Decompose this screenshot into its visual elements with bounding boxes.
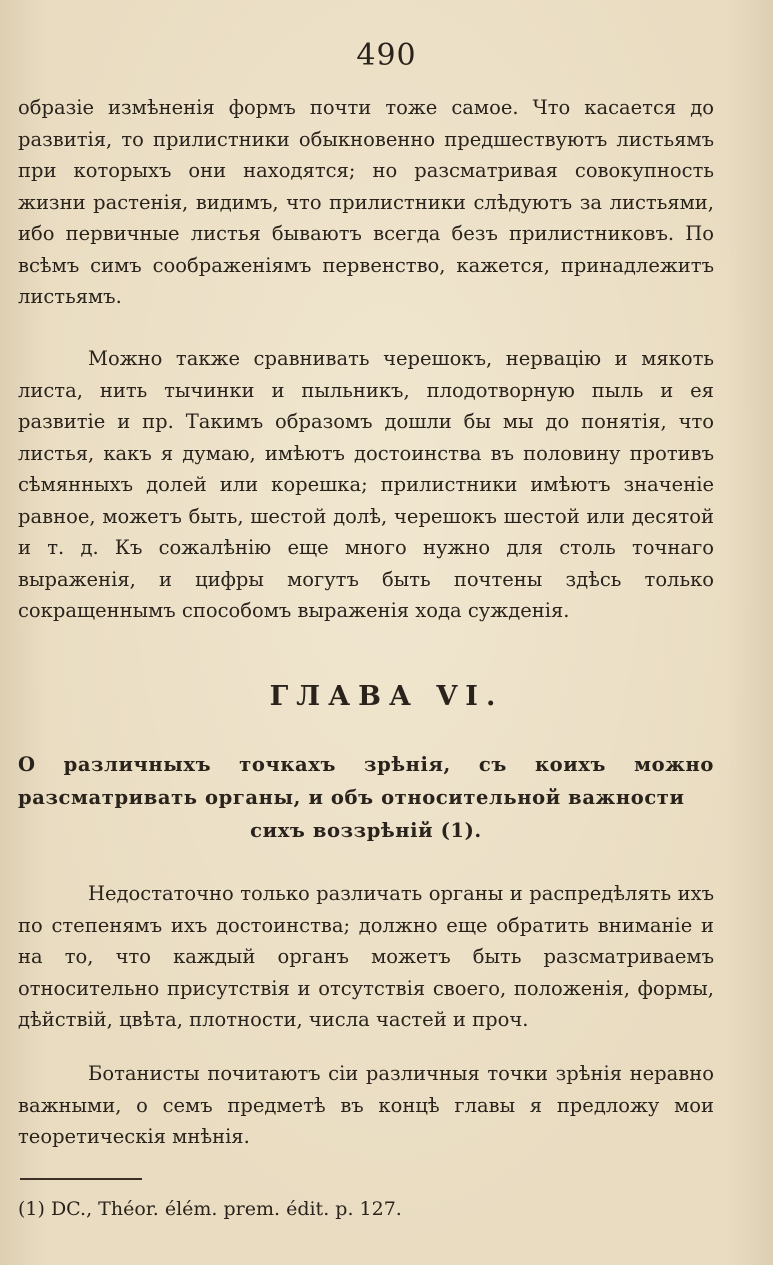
footnote-divider (20, 1178, 142, 1180)
paragraph-continued (18, 92, 714, 313)
chapter-heading: ГЛАВА VI. (269, 681, 504, 712)
chapter-title (18, 748, 714, 847)
paragraph-botanists (18, 1058, 714, 1153)
footnote: (1) DC., Théor. élém. prem. édit. p. 127. (18, 1198, 402, 1220)
paragraph-organs (18, 878, 714, 1036)
paragraph-comparison (18, 343, 714, 627)
page-number: 490 (356, 38, 417, 73)
paragraph-2-text: Можно также сравнивать черешокъ, нервацію и мякоть листа, нить тычинки и пыльникъ, плодотворную пыль и ея развитіе и пр. Такимъ образомъ дошли бы мы до понятія, что листья, какъ я думаю, имѣютъ достоинства въ половину противъ сѣмянныхъ долей или корешка; прилистники имѣютъ значеніе равное, можетъ быть, шестой долѣ, черешокъ шестой или десятой и т. д. Къ сожалѣнію еще много нужно для столь точнаго выраженія, и цифры могутъ быть почтены здѣсь только сокращеннымъ способомъ выраженія хода сужденія. (18, 347, 714, 622)
chapter-title-end: сихъ воззрѣній (1). (250, 819, 482, 842)
paragraph-3-text: Недостаточно только различать органы и распредѣлять ихъ по степенямъ ихъ достоинства; должно еще обратить вниманіе и на то, что каждый органъ можетъ быть разсматриваемъ относительно присутствія и отсутствія своего, положенія, формы, дѣйствій, цвѣта, плотности, числа частей и проч. (18, 882, 714, 1031)
chapter-title-main: О различныхъ точкахъ зрѣнія, съ коихъ можно разсматривать органы, и объ относительной важности (18, 753, 714, 809)
paragraph-4-text: Ботанисты почитаютъ сіи различныя точки зрѣнія неравно важными, о семъ предметѣ въ концѣ главы я предложу мои теоретическія мнѣнія. (18, 1062, 714, 1148)
paragraph-1-text: образіе измѣненія формъ почти тоже самое. Что касается до развитія, то прилистники обыкновенно предшествуютъ листьямъ при которыхъ они находятся; но разсматривая совокупность жизни растенія, видимъ, что прилистники слѣдуютъ за листьями, ибо первичные листья бываютъ всегда безъ прилистниковъ. По всѣмъ симъ соображеніямъ первенство, кажется, принадлежитъ листьямъ. (18, 96, 714, 308)
